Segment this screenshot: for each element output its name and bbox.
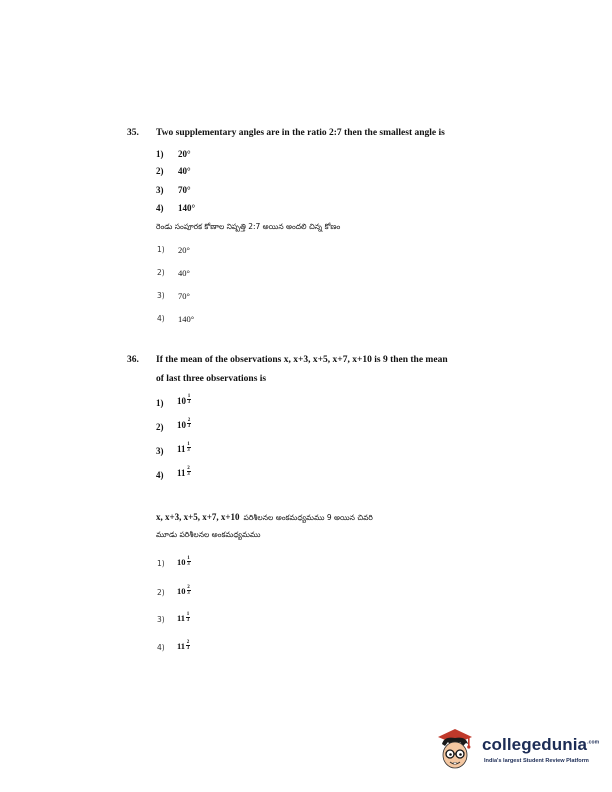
q35-option-4-number: 4) (156, 203, 164, 213)
q36-option-3-value (177, 444, 191, 455)
brand-tagline: India's largest Student Review Platform (484, 758, 589, 764)
fraction (186, 640, 190, 651)
q36-telugu-option-4-number: 4) (157, 643, 165, 652)
q36-telugu-option-1-value (177, 557, 191, 569)
whole-part: 10 (177, 557, 186, 567)
numerator: 1 (187, 394, 191, 400)
denominator: 3 (187, 448, 190, 454)
fraction (187, 556, 191, 567)
whole-part: 11 (177, 468, 186, 478)
q36-option-4-number: 4) (156, 470, 164, 480)
denominator: 3 (187, 424, 191, 430)
fraction (187, 418, 191, 429)
denominator: 3 (187, 590, 190, 596)
q36-option-3-number: 3) (156, 446, 164, 456)
question-35-text: Two supplementary angles are in the ratio 2:7 then the smallest angle is (156, 128, 445, 138)
numerator: 1 (187, 555, 190, 561)
fraction (187, 394, 191, 405)
q35-telugu-option-1-value: 20° (178, 245, 190, 255)
question-35-telugu-text: రెండు సంపూరక కోణాల నిష్పత్తి 2:7 అయిన అందలి చిన్న కోణం (156, 222, 341, 231)
q35-telugu-option-2-value: 40° (178, 268, 190, 278)
q35-telugu-option-3-value: 70° (178, 291, 190, 301)
q36-telugu-option-2-value (177, 586, 191, 598)
q35-option-4-value: 140° (178, 203, 196, 213)
mascot-icon (432, 727, 478, 775)
question-36-telugu-line1 (156, 507, 373, 525)
q36-option-1-value (177, 396, 191, 407)
q36-telugu-option-4-value (177, 641, 190, 653)
denominator: 3 (186, 617, 190, 623)
q36-option-2-value (177, 420, 191, 431)
fraction (187, 585, 191, 596)
q35-option-1-value: 20° (178, 149, 191, 159)
numerator: 1 (186, 611, 190, 617)
whole-part: 11 (177, 641, 186, 651)
question-36-text-line1: If the mean of the observations x, x+3, x+5, x+7, x+10 is 9 then the mean (156, 355, 448, 365)
q35-option-3-value: 70° (178, 185, 191, 195)
numerator: 1 (187, 442, 190, 448)
denominator: 3 (187, 561, 190, 567)
q35-telugu-option-1-number: 1) (157, 245, 165, 254)
brand-text: collegedunia (482, 735, 588, 754)
whole-part: 10 (177, 396, 186, 406)
numerator: 2 (187, 418, 191, 424)
q35-telugu-option-4-number: 4) (157, 314, 165, 323)
whole-part: 10 (177, 586, 186, 596)
q36-option-4-value (177, 468, 191, 479)
q35-option-3-number: 3) (156, 185, 164, 195)
denominator: 3 (187, 472, 190, 478)
denominator: 3 (186, 645, 190, 651)
question-35-number: 35. (127, 128, 139, 138)
numerator: 2 (187, 584, 190, 590)
question-36-telugu-line2: మూడు పరిశీలనల అంకమధ్యమము (156, 530, 261, 539)
brand-name (482, 735, 599, 755)
q36-telugu-option-3-number: 3) (157, 615, 165, 624)
whole-part: 11 (177, 613, 186, 623)
telugu-text: పరిశీలనల అంకమధ్యమము 9 అయిన చివరి (243, 513, 373, 522)
q36-option-2-number: 2) (156, 422, 164, 432)
q36-option-1-number: 1) (156, 398, 164, 408)
denominator: 3 (187, 400, 191, 406)
q36-telugu-option-1-number: 1) (157, 559, 165, 568)
q35-option-2-number: 2) (156, 166, 164, 176)
q36-telugu-option-3-value (177, 613, 190, 625)
question-36-text-line2: of last three observations is (156, 374, 267, 384)
q35-telugu-option-4-value: 140° (178, 314, 195, 324)
brand-suffix: .com (587, 739, 600, 746)
question-36-number: 36. (127, 355, 139, 365)
q35-option-1-number: 1) (156, 149, 164, 159)
q35-telugu-option-3-number: 3) (157, 291, 165, 300)
numerator: 2 (186, 639, 190, 645)
whole-part: 10 (177, 420, 186, 430)
telugu-expression: x, x+3, x+5, x+7, x+10 (156, 512, 240, 522)
fraction (187, 442, 191, 453)
fraction (186, 612, 190, 623)
numerator: 2 (187, 466, 190, 472)
q35-telugu-option-2-number: 2) (157, 268, 165, 277)
q35-option-2-value: 40° (178, 166, 191, 176)
fraction (187, 466, 191, 477)
collegedunia-logo[interactable] (432, 727, 604, 775)
q36-telugu-option-2-number: 2) (157, 588, 165, 597)
whole-part: 11 (177, 444, 186, 454)
